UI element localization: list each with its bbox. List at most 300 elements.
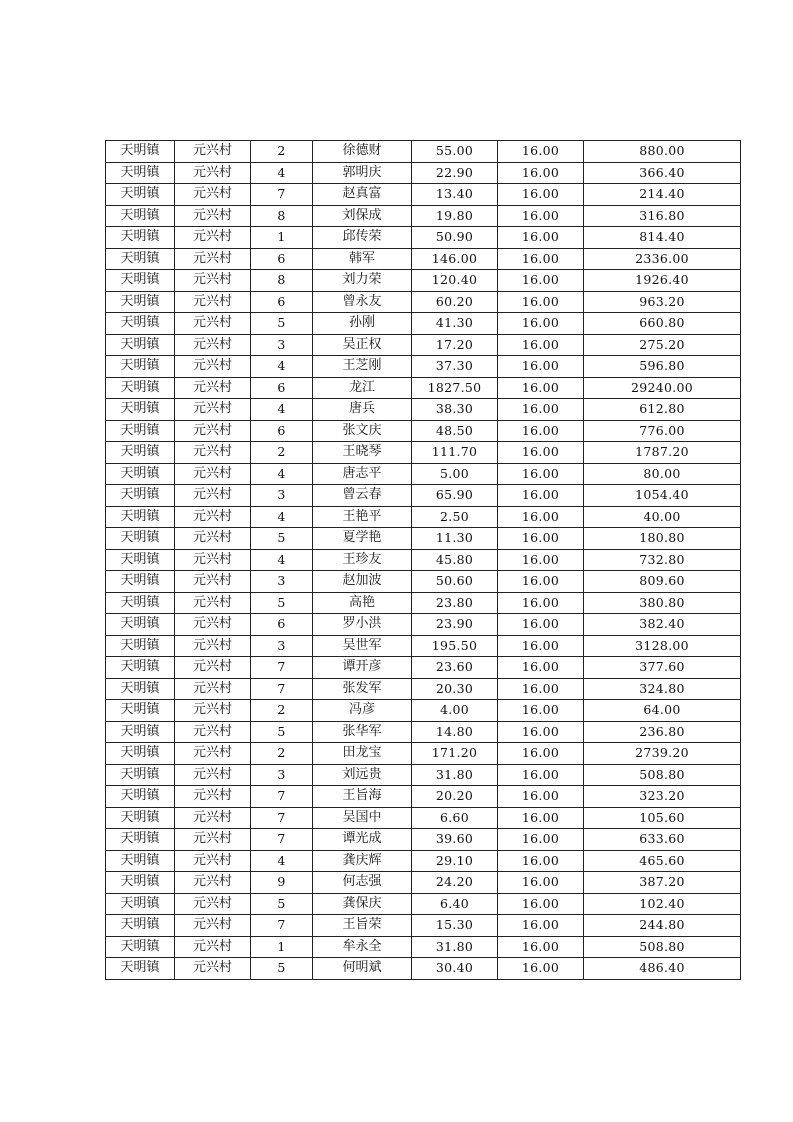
amount-cell: 880.00 (584, 141, 741, 163)
name-cell: 牟永全 (313, 936, 412, 958)
amount-cell: 29240.00 (584, 377, 741, 399)
village-cell: 元兴村 (175, 270, 251, 292)
name-cell: 张华军 (313, 721, 412, 743)
rate-cell: 16.00 (498, 184, 584, 206)
name-cell: 曾云春 (313, 485, 412, 507)
group-cell: 6 (251, 248, 313, 270)
rate-cell: 16.00 (498, 743, 584, 765)
group-cell: 5 (251, 893, 313, 915)
town-cell: 天明镇 (106, 571, 175, 593)
group-cell: 6 (251, 614, 313, 636)
rate-cell: 16.00 (498, 291, 584, 313)
area-cell: 37.30 (412, 356, 498, 378)
amount-cell: 508.80 (584, 764, 741, 786)
village-cell: 元兴村 (175, 592, 251, 614)
town-cell: 天明镇 (106, 635, 175, 657)
village-cell: 元兴村 (175, 291, 251, 313)
area-cell: 15.30 (412, 915, 498, 937)
name-cell: 赵加波 (313, 571, 412, 593)
table-row (106, 463, 741, 485)
village-cell: 元兴村 (175, 485, 251, 507)
area-cell: 14.80 (412, 721, 498, 743)
area-cell: 50.60 (412, 571, 498, 593)
village-cell: 元兴村 (175, 936, 251, 958)
amount-cell: 105.60 (584, 807, 741, 829)
name-cell: 邱传荣 (313, 227, 412, 249)
village-cell: 元兴村 (175, 872, 251, 894)
table-row (106, 141, 741, 163)
name-cell: 龚保庆 (313, 893, 412, 915)
village-cell: 元兴村 (175, 248, 251, 270)
table-row (106, 227, 741, 249)
group-cell: 6 (251, 291, 313, 313)
area-cell: 17.20 (412, 334, 498, 356)
table-row (106, 829, 741, 851)
table-row (106, 657, 741, 679)
amount-cell: 64.00 (584, 700, 741, 722)
group-cell: 4 (251, 463, 313, 485)
area-cell: 48.50 (412, 420, 498, 442)
group-cell: 2 (251, 700, 313, 722)
area-cell: 29.10 (412, 850, 498, 872)
area-cell: 19.80 (412, 205, 498, 227)
table-row (106, 377, 741, 399)
area-cell: 111.70 (412, 442, 498, 464)
group-cell: 9 (251, 872, 313, 894)
name-cell: 龙江 (313, 377, 412, 399)
amount-cell: 1926.40 (584, 270, 741, 292)
amount-cell: 633.60 (584, 829, 741, 851)
amount-cell: 732.80 (584, 549, 741, 571)
town-cell: 天明镇 (106, 377, 175, 399)
rate-cell: 16.00 (498, 829, 584, 851)
rate-cell: 16.00 (498, 657, 584, 679)
group-cell: 2 (251, 743, 313, 765)
rate-cell: 16.00 (498, 270, 584, 292)
amount-cell: 316.80 (584, 205, 741, 227)
rate-cell: 16.00 (498, 764, 584, 786)
town-cell: 天明镇 (106, 291, 175, 313)
table-row (106, 893, 741, 915)
amount-cell: 323.20 (584, 786, 741, 808)
village-cell: 元兴村 (175, 334, 251, 356)
table-row (106, 786, 741, 808)
group-cell: 5 (251, 592, 313, 614)
name-cell: 孙刚 (313, 313, 412, 335)
town-cell: 天明镇 (106, 227, 175, 249)
amount-cell: 612.80 (584, 399, 741, 421)
amount-cell: 244.80 (584, 915, 741, 937)
village-cell: 元兴村 (175, 506, 251, 528)
name-cell: 曾永友 (313, 291, 412, 313)
village-cell: 元兴村 (175, 614, 251, 636)
name-cell: 吴世军 (313, 635, 412, 657)
area-cell: 2.50 (412, 506, 498, 528)
village-cell: 元兴村 (175, 420, 251, 442)
rate-cell: 16.00 (498, 635, 584, 657)
name-cell: 唐志平 (313, 463, 412, 485)
amount-cell: 508.80 (584, 936, 741, 958)
table-row (106, 635, 741, 657)
name-cell: 王芝刚 (313, 356, 412, 378)
rate-cell: 16.00 (498, 850, 584, 872)
village-cell: 元兴村 (175, 850, 251, 872)
data-table (105, 140, 741, 980)
amount-cell: 660.80 (584, 313, 741, 335)
rate-cell: 16.00 (498, 721, 584, 743)
town-cell: 天明镇 (106, 141, 175, 163)
town-cell: 天明镇 (106, 958, 175, 980)
group-cell: 1 (251, 227, 313, 249)
village-cell: 元兴村 (175, 549, 251, 571)
group-cell: 4 (251, 162, 313, 184)
name-cell: 王珍友 (313, 549, 412, 571)
town-cell: 天明镇 (106, 442, 175, 464)
village-cell: 元兴村 (175, 635, 251, 657)
amount-cell: 275.20 (584, 334, 741, 356)
group-cell: 8 (251, 270, 313, 292)
amount-cell: 963.20 (584, 291, 741, 313)
town-cell: 天明镇 (106, 205, 175, 227)
village-cell: 元兴村 (175, 227, 251, 249)
group-cell: 2 (251, 442, 313, 464)
amount-cell: 380.80 (584, 592, 741, 614)
name-cell: 王旨荣 (313, 915, 412, 937)
table-row (106, 850, 741, 872)
table-row (106, 485, 741, 507)
area-cell: 4.00 (412, 700, 498, 722)
table-row (106, 807, 741, 829)
name-cell: 吴正权 (313, 334, 412, 356)
rate-cell: 16.00 (498, 528, 584, 550)
village-cell: 元兴村 (175, 743, 251, 765)
name-cell: 刘保成 (313, 205, 412, 227)
name-cell: 韩军 (313, 248, 412, 270)
rate-cell: 16.00 (498, 549, 584, 571)
rate-cell: 16.00 (498, 205, 584, 227)
table-row (106, 399, 741, 421)
table-row (106, 721, 741, 743)
table-row (106, 700, 741, 722)
name-cell: 张文庆 (313, 420, 412, 442)
town-cell: 天明镇 (106, 700, 175, 722)
amount-cell: 40.00 (584, 506, 741, 528)
village-cell: 元兴村 (175, 829, 251, 851)
town-cell: 天明镇 (106, 807, 175, 829)
rate-cell: 16.00 (498, 958, 584, 980)
name-cell: 谭开彦 (313, 657, 412, 679)
rate-cell: 16.00 (498, 377, 584, 399)
group-cell: 7 (251, 915, 313, 937)
village-cell: 元兴村 (175, 463, 251, 485)
group-cell: 7 (251, 786, 313, 808)
village-cell: 元兴村 (175, 442, 251, 464)
rate-cell: 16.00 (498, 248, 584, 270)
table-row (106, 442, 741, 464)
village-cell: 元兴村 (175, 528, 251, 550)
area-cell: 23.80 (412, 592, 498, 614)
town-cell: 天明镇 (106, 678, 175, 700)
rate-cell: 16.00 (498, 162, 584, 184)
amount-cell: 377.60 (584, 657, 741, 679)
area-cell: 195.50 (412, 635, 498, 657)
rate-cell: 16.00 (498, 141, 584, 163)
town-cell: 天明镇 (106, 528, 175, 550)
town-cell: 天明镇 (106, 893, 175, 915)
rate-cell: 16.00 (498, 678, 584, 700)
village-cell: 元兴村 (175, 807, 251, 829)
area-cell: 13.40 (412, 184, 498, 206)
area-cell: 6.40 (412, 893, 498, 915)
area-cell: 50.90 (412, 227, 498, 249)
town-cell: 天明镇 (106, 420, 175, 442)
town-cell: 天明镇 (106, 829, 175, 851)
rate-cell: 16.00 (498, 227, 584, 249)
name-cell: 冯彦 (313, 700, 412, 722)
town-cell: 天明镇 (106, 915, 175, 937)
amount-cell: 465.60 (584, 850, 741, 872)
name-cell: 夏学艳 (313, 528, 412, 550)
town-cell: 天明镇 (106, 162, 175, 184)
town-cell: 天明镇 (106, 743, 175, 765)
name-cell: 王艳平 (313, 506, 412, 528)
table-row (106, 764, 741, 786)
table-row (106, 549, 741, 571)
village-cell: 元兴村 (175, 786, 251, 808)
group-cell: 2 (251, 141, 313, 163)
name-cell: 王旨海 (313, 786, 412, 808)
name-cell: 何志强 (313, 872, 412, 894)
rate-cell: 16.00 (498, 700, 584, 722)
rate-cell: 16.00 (498, 592, 584, 614)
village-cell: 元兴村 (175, 958, 251, 980)
name-cell: 田龙宝 (313, 743, 412, 765)
town-cell: 天明镇 (106, 764, 175, 786)
amount-cell: 2336.00 (584, 248, 741, 270)
town-cell: 天明镇 (106, 313, 175, 335)
name-cell: 王晓琴 (313, 442, 412, 464)
group-cell: 7 (251, 678, 313, 700)
group-cell: 4 (251, 356, 313, 378)
amount-cell: 102.40 (584, 893, 741, 915)
group-cell: 5 (251, 528, 313, 550)
table-row (106, 162, 741, 184)
name-cell: 徐德财 (313, 141, 412, 163)
table-row (106, 356, 741, 378)
group-cell: 3 (251, 571, 313, 593)
table-row (106, 184, 741, 206)
amount-cell: 814.40 (584, 227, 741, 249)
rate-cell: 16.00 (498, 506, 584, 528)
area-cell: 22.90 (412, 162, 498, 184)
group-cell: 3 (251, 334, 313, 356)
town-cell: 天明镇 (106, 549, 175, 571)
amount-cell: 366.40 (584, 162, 741, 184)
amount-cell: 382.40 (584, 614, 741, 636)
group-cell: 5 (251, 958, 313, 980)
village-cell: 元兴村 (175, 764, 251, 786)
rate-cell: 16.00 (498, 807, 584, 829)
village-cell: 元兴村 (175, 571, 251, 593)
town-cell: 天明镇 (106, 248, 175, 270)
town-cell: 天明镇 (106, 270, 175, 292)
amount-cell: 324.80 (584, 678, 741, 700)
town-cell: 天明镇 (106, 463, 175, 485)
name-cell: 刘力荣 (313, 270, 412, 292)
table-row (106, 528, 741, 550)
table-row (106, 936, 741, 958)
village-cell: 元兴村 (175, 356, 251, 378)
rate-cell: 16.00 (498, 420, 584, 442)
area-cell: 23.90 (412, 614, 498, 636)
amount-cell: 3128.00 (584, 635, 741, 657)
table-row (106, 205, 741, 227)
town-cell: 天明镇 (106, 592, 175, 614)
area-cell: 45.80 (412, 549, 498, 571)
village-cell: 元兴村 (175, 184, 251, 206)
group-cell: 6 (251, 420, 313, 442)
rate-cell: 16.00 (498, 463, 584, 485)
area-cell: 146.00 (412, 248, 498, 270)
table-body (106, 141, 741, 980)
area-cell: 20.30 (412, 678, 498, 700)
amount-cell: 80.00 (584, 463, 741, 485)
area-cell: 20.20 (412, 786, 498, 808)
amount-cell: 214.40 (584, 184, 741, 206)
rate-cell: 16.00 (498, 334, 584, 356)
area-cell: 39.60 (412, 829, 498, 851)
group-cell: 6 (251, 377, 313, 399)
village-cell: 元兴村 (175, 678, 251, 700)
village-cell: 元兴村 (175, 721, 251, 743)
name-cell: 张发军 (313, 678, 412, 700)
village-cell: 元兴村 (175, 313, 251, 335)
amount-cell: 809.60 (584, 571, 741, 593)
rate-cell: 16.00 (498, 915, 584, 937)
amount-cell: 486.40 (584, 958, 741, 980)
village-cell: 元兴村 (175, 700, 251, 722)
village-cell: 元兴村 (175, 893, 251, 915)
name-cell: 吴国中 (313, 807, 412, 829)
area-cell: 38.30 (412, 399, 498, 421)
town-cell: 天明镇 (106, 334, 175, 356)
rate-cell: 16.00 (498, 786, 584, 808)
amount-cell: 180.80 (584, 528, 741, 550)
table-row (106, 743, 741, 765)
area-cell: 60.20 (412, 291, 498, 313)
table-row (106, 915, 741, 937)
amount-cell: 236.80 (584, 721, 741, 743)
table-row (106, 614, 741, 636)
table-row (106, 420, 741, 442)
village-cell: 元兴村 (175, 141, 251, 163)
rate-cell: 16.00 (498, 893, 584, 915)
town-cell: 天明镇 (106, 356, 175, 378)
town-cell: 天明镇 (106, 506, 175, 528)
town-cell: 天明镇 (106, 786, 175, 808)
group-cell: 4 (251, 850, 313, 872)
area-cell: 6.60 (412, 807, 498, 829)
rate-cell: 16.00 (498, 399, 584, 421)
rate-cell: 16.00 (498, 936, 584, 958)
name-cell: 刘远贵 (313, 764, 412, 786)
group-cell: 4 (251, 506, 313, 528)
group-cell: 4 (251, 549, 313, 571)
table-row (106, 313, 741, 335)
table-row (106, 592, 741, 614)
name-cell: 赵真富 (313, 184, 412, 206)
name-cell: 唐兵 (313, 399, 412, 421)
group-cell: 3 (251, 635, 313, 657)
group-cell: 8 (251, 205, 313, 227)
village-cell: 元兴村 (175, 205, 251, 227)
town-cell: 天明镇 (106, 936, 175, 958)
group-cell: 7 (251, 829, 313, 851)
rate-cell: 16.00 (498, 356, 584, 378)
area-cell: 31.80 (412, 764, 498, 786)
village-cell: 元兴村 (175, 915, 251, 937)
area-cell: 120.40 (412, 270, 498, 292)
amount-cell: 776.00 (584, 420, 741, 442)
village-cell: 元兴村 (175, 399, 251, 421)
table-row (106, 270, 741, 292)
area-cell: 30.40 (412, 958, 498, 980)
table-row (106, 571, 741, 593)
area-cell: 1827.50 (412, 377, 498, 399)
area-cell: 41.30 (412, 313, 498, 335)
area-cell: 65.90 (412, 485, 498, 507)
amount-cell: 2739.20 (584, 743, 741, 765)
name-cell: 龚庆辉 (313, 850, 412, 872)
village-cell: 元兴村 (175, 657, 251, 679)
group-cell: 3 (251, 485, 313, 507)
area-cell: 171.20 (412, 743, 498, 765)
name-cell: 郭明庆 (313, 162, 412, 184)
group-cell: 7 (251, 657, 313, 679)
rate-cell: 16.00 (498, 872, 584, 894)
town-cell: 天明镇 (106, 485, 175, 507)
rate-cell: 16.00 (498, 313, 584, 335)
table-row (106, 334, 741, 356)
rate-cell: 16.00 (498, 571, 584, 593)
table-row (106, 678, 741, 700)
table-row (106, 958, 741, 980)
rate-cell: 16.00 (498, 485, 584, 507)
area-cell: 31.80 (412, 936, 498, 958)
town-cell: 天明镇 (106, 657, 175, 679)
group-cell: 7 (251, 807, 313, 829)
amount-cell: 387.20 (584, 872, 741, 894)
table-row (106, 291, 741, 313)
amount-cell: 596.80 (584, 356, 741, 378)
town-cell: 天明镇 (106, 184, 175, 206)
group-cell: 7 (251, 184, 313, 206)
village-cell: 元兴村 (175, 377, 251, 399)
group-cell: 5 (251, 313, 313, 335)
table-row (106, 872, 741, 894)
rate-cell: 16.00 (498, 614, 584, 636)
area-cell: 5.00 (412, 463, 498, 485)
name-cell: 罗小洪 (313, 614, 412, 636)
town-cell: 天明镇 (106, 850, 175, 872)
town-cell: 天明镇 (106, 399, 175, 421)
group-cell: 1 (251, 936, 313, 958)
amount-cell: 1054.40 (584, 485, 741, 507)
name-cell: 高艳 (313, 592, 412, 614)
area-cell: 23.60 (412, 657, 498, 679)
area-cell: 55.00 (412, 141, 498, 163)
village-cell: 元兴村 (175, 162, 251, 184)
